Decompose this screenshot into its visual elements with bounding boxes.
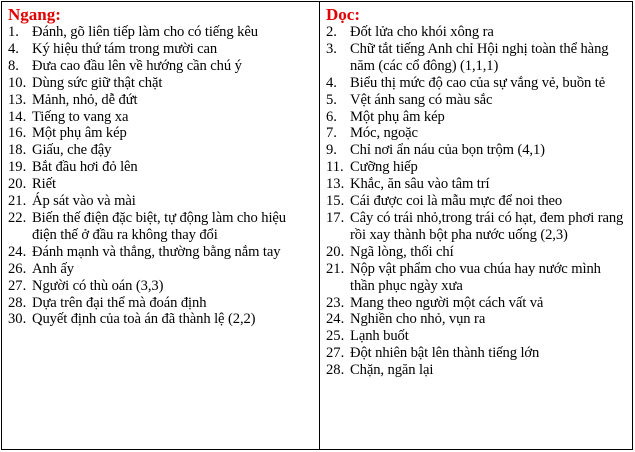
clue-number: 24.	[326, 311, 345, 328]
clue-number: 24.	[8, 243, 27, 260]
across-clue	[8, 92, 314, 109]
clue-text: Đưa cao đầu lên về hướng cần chú ý	[32, 57, 242, 74]
down-clue	[326, 41, 627, 75]
across-clue	[8, 261, 314, 278]
clue-text: Đánh, gõ liên tiếp làm cho có tiếng kêu	[32, 24, 258, 40]
clue-number: 5.	[326, 91, 337, 108]
clue-number: 26.	[8, 260, 27, 277]
across-clue	[8, 159, 314, 176]
clue-text: Ký hiệu thứ tám trong mười can	[32, 40, 218, 57]
clue-number: 23.	[326, 294, 345, 311]
clue-number: 19.	[8, 159, 27, 176]
down-clue-list	[326, 24, 627, 379]
clue-text: Đánh mạnh và thẳng, thường bằng nắm tay	[32, 243, 281, 260]
across-clue	[8, 142, 314, 159]
across-clue	[8, 109, 314, 126]
across-clue	[8, 176, 314, 193]
clue-number: 13.	[326, 176, 345, 193]
clue-number: 14.	[8, 108, 27, 125]
down-clue	[326, 159, 627, 176]
down-clue	[326, 193, 627, 210]
clue-number: 27.	[326, 345, 345, 362]
clue-text: Giấu, che đậy	[32, 142, 112, 159]
clue-number: 21.	[326, 260, 345, 277]
clue-text: Biến thế điện đặc biệt, tự động làm cho hiệu điện thế ở đầu ra không thay đổi	[32, 209, 286, 243]
clue-text: Anh ấy	[32, 260, 74, 277]
down-clue	[326, 311, 627, 328]
down-clue	[326, 92, 627, 109]
clue-number: 25.	[326, 328, 345, 345]
clue-number: 18.	[8, 142, 27, 159]
across-clue	[8, 295, 314, 312]
clue-text: Đột nhiên bật lên thành tiếng lớn	[350, 345, 540, 362]
down-clue	[326, 345, 627, 362]
across-clue	[8, 58, 314, 75]
clue-text: Lạnh buốt	[350, 328, 409, 345]
clue-number: 17.	[326, 209, 345, 226]
clue-number: 27.	[8, 277, 27, 294]
clue-text: Mảnh, nhỏ, dễ đứt	[32, 91, 138, 108]
clue-number: 21.	[8, 193, 27, 210]
clue-text: Chữ tắt tiếng Anh chỉ Hội nghị toàn thể hàng năm (các cổ đông) (1,1,1)	[350, 40, 609, 74]
down-clue	[326, 244, 627, 261]
clue-number: 4.	[326, 74, 337, 91]
clue-text: Ngã lòng, thối chí	[350, 243, 454, 260]
clue-number: 22.	[8, 209, 27, 226]
clue-number: 9.	[326, 142, 337, 159]
down-clue	[326, 176, 627, 193]
clue-number: 11.	[326, 159, 344, 176]
clue-number: 20.	[326, 243, 345, 260]
across-clue	[8, 41, 314, 58]
clue-text: Bắt đầu hơi đỏ lên	[32, 159, 138, 176]
across-column	[2, 2, 320, 449]
clue-text: Nộp vật phẩm cho vua chúa hay nước mình thần phục ngày xưa	[350, 260, 601, 294]
clue-number: 7.	[326, 125, 337, 142]
clue-text: Móc, ngoặc	[350, 125, 418, 142]
down-clue	[326, 125, 627, 142]
across-clue	[8, 193, 314, 210]
clue-text: Đốt lửa cho khói xông ra	[350, 24, 494, 40]
clue-number: 28.	[326, 362, 345, 379]
clue-text: Một phụ âm kép	[350, 108, 445, 125]
across-clue	[8, 24, 314, 41]
clue-number: 10.	[8, 74, 27, 91]
clue-text: Cây có trái nhỏ,trong trái có hạt, đem phơi rang rồi xay thành bột pha nước uống (2,3)	[350, 209, 624, 243]
clue-text: Tiếng to vang xa	[32, 108, 129, 125]
clue-number: 6.	[326, 108, 337, 125]
across-clue	[8, 75, 314, 92]
down-clue	[326, 362, 627, 379]
clue-text: Một phụ âm kép	[32, 125, 127, 142]
clue-text: Cái được coi là mẫu mực để noi theo	[350, 193, 563, 210]
across-clue	[8, 278, 314, 295]
down-clue	[326, 24, 627, 41]
clue-text: Khắc, ăn sâu vào tâm trí	[350, 176, 490, 193]
clue-number: 4.	[8, 40, 19, 57]
clue-text: Áp sát vào và mài	[32, 193, 136, 210]
across-clue	[8, 125, 314, 142]
clue-number: 2.	[326, 24, 337, 40]
clue-text: Dùng sức giữ thật chặt	[32, 74, 163, 91]
across-clue	[8, 210, 314, 244]
clue-text: Biểu thị mức độ cao của sự vắng vẻ, buồn tẻ	[350, 74, 606, 91]
clue-text: Dựa trên đại thể mà đoán định	[32, 294, 207, 311]
clue-text: Chặn, ngăn lại	[350, 362, 434, 379]
clue-text: Cưỡng hiếp	[350, 159, 418, 176]
clue-number: 8.	[8, 57, 19, 74]
down-clue	[326, 210, 627, 244]
clue-text: Nghiền cho nhỏ, vụn ra	[350, 311, 486, 328]
clue-number: 1.	[8, 24, 19, 40]
clue-number: 30.	[8, 311, 27, 328]
clue-text: Chỉ nơi ẩn náu của bọn trộm (4,1)	[350, 142, 545, 159]
across-heading: Ngang:	[8, 5, 61, 24]
down-clue	[326, 75, 627, 92]
clue-text: Quyết định của toà án đã thành lệ (2,2)	[32, 311, 256, 328]
down-column	[320, 2, 632, 449]
clue-text: Mang theo người một cách vất vả	[350, 294, 544, 311]
clue-number: 16.	[8, 125, 27, 142]
down-heading: Dọc:	[326, 5, 360, 24]
across-clue	[8, 311, 314, 328]
down-clue	[326, 142, 627, 159]
clue-text: Riết	[32, 176, 56, 193]
down-clue	[326, 261, 627, 295]
down-clue	[326, 328, 627, 345]
clue-text: Người có thù oán (3,3)	[32, 277, 164, 294]
clue-number: 28.	[8, 294, 27, 311]
clue-number: 13.	[8, 91, 27, 108]
clue-table	[1, 1, 633, 450]
across-clue-list	[8, 24, 314, 328]
clue-number: 15.	[326, 193, 345, 210]
down-clue	[326, 295, 627, 312]
across-clue	[8, 244, 314, 261]
down-clue	[326, 109, 627, 126]
clue-number: 20.	[8, 176, 27, 193]
clue-text: Vệt ánh sang có màu sắc	[350, 91, 493, 108]
clue-number: 3.	[326, 40, 337, 57]
